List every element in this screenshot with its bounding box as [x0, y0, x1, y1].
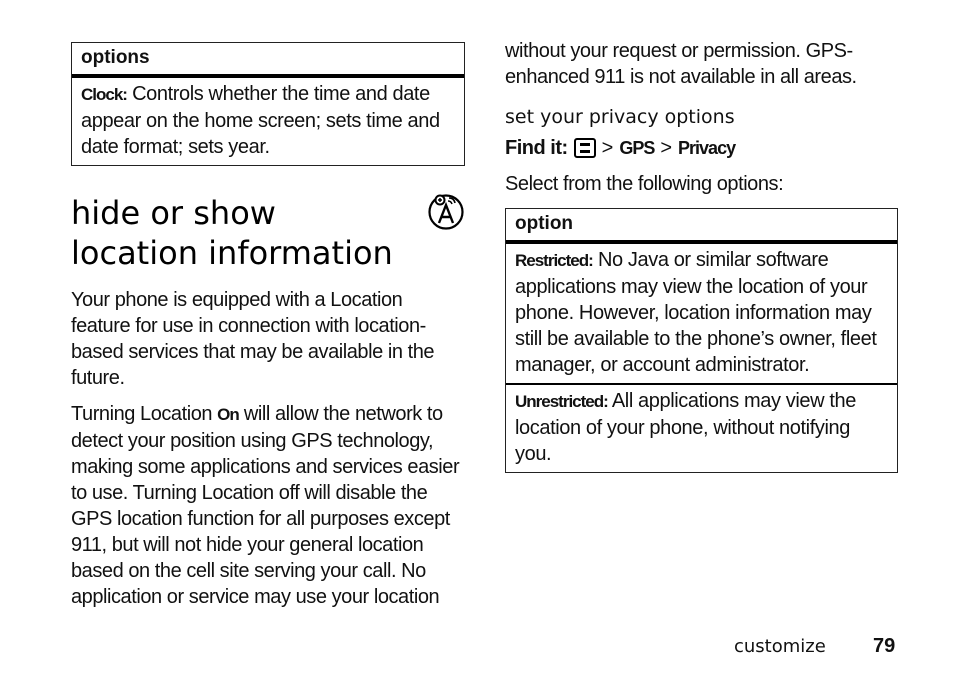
privacy-continuation-paragraph: without your request or permission. GPS-enhanced 911 is not available in all areas. — [505, 40, 857, 88]
on-term: On — [217, 405, 239, 424]
option-row-unrestricted — [506, 383, 897, 472]
menu-item-gps: GPS — [619, 138, 655, 158]
para2-after: will allow the network to detect your position using GPS technology, making some applications and services easier to use. Turning Location off will disable the GPS location function for all purposes except 911, but will not hide your general location based on the cell site serving your call. No application or service may use your location — [71, 403, 460, 608]
footer-section-label: customize — [734, 636, 826, 657]
clock-term: Clock: — [81, 85, 127, 104]
privacy-subhead: set your privacy options — [505, 106, 735, 128]
select-options-intro: Select from the following options: — [505, 173, 784, 195]
restricted-description: No Java or similar software applications may view the location of your phone. However, location information may still be available to the phone’s owner, fleet manager, or account administrator. — [515, 249, 877, 376]
section-title-line2: location information — [71, 234, 393, 272]
options-table — [71, 42, 465, 166]
para2-before: Turning Location — [71, 403, 218, 425]
page-number: 79 — [873, 635, 896, 657]
privacy-option-table-header: option — [506, 209, 897, 244]
find-it-label: Find it: — [505, 137, 568, 159]
location-intro-paragraph: Your phone is equipped with a Location feature for use in connection with location-based services that may be available in the future. — [71, 289, 435, 389]
find-it-path — [505, 135, 898, 161]
section-title-line1: hide or show — [71, 194, 276, 232]
unrestricted-term: Unrestricted: — [515, 392, 608, 411]
menu-item-privacy: Privacy — [678, 138, 736, 158]
clock-description: Controls whether the time and date appear on the home screen; sets time and date format; sets year. — [81, 83, 440, 158]
menu-key-icon — [574, 138, 596, 158]
privacy-option-table — [505, 208, 898, 473]
location-a-icon — [427, 193, 465, 231]
section-title — [71, 193, 465, 273]
path-separator: > — [660, 137, 673, 159]
left-column — [71, 42, 465, 620]
restricted-term: Restricted: — [515, 251, 593, 270]
location-on-paragraph — [71, 401, 465, 610]
option-row-restricted — [506, 244, 897, 383]
options-table-header: options — [72, 43, 464, 78]
options-table-row-clock — [72, 78, 464, 165]
unrestricted-description: All applications may view the location of your phone, without notifying you. — [515, 390, 856, 465]
path-separator: > — [601, 137, 614, 159]
right-column — [505, 38, 898, 473]
